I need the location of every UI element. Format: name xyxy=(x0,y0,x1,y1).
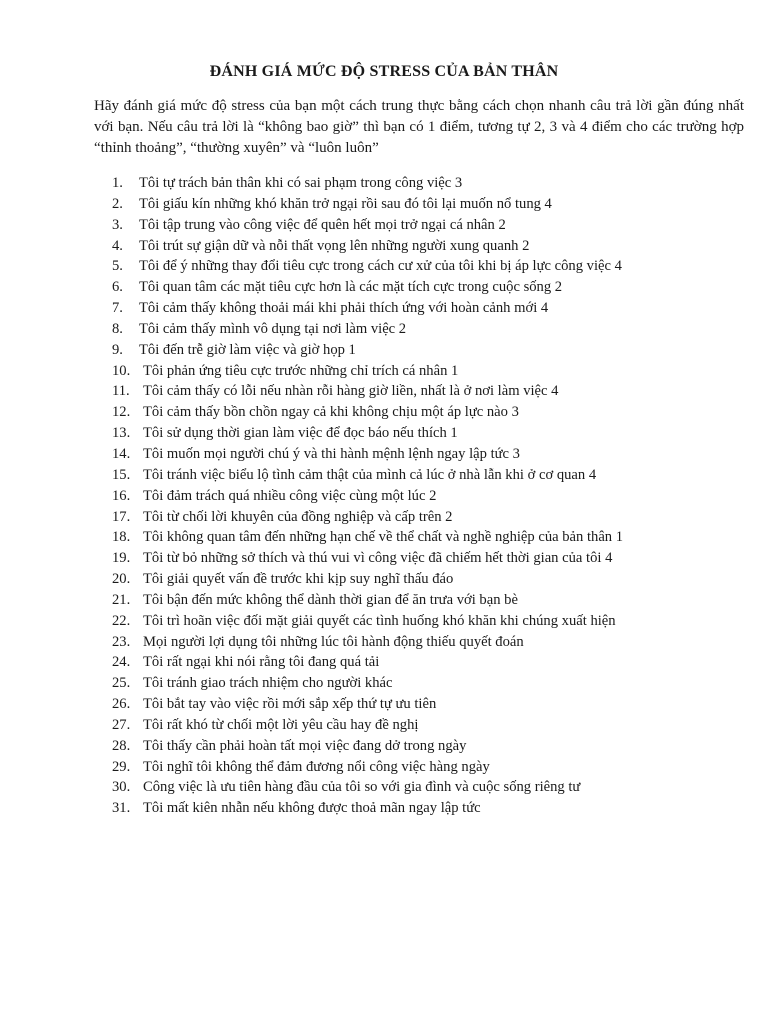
list-item-text: Tôi mất kiên nhẫn nếu không được thoả mãn ngay lập tức xyxy=(143,800,481,817)
list-item-text: Tôi để ý những thay đổi tiêu cực trong cách cư xử của tôi khi bị áp lực công việc 4 xyxy=(139,258,622,275)
list-item-text: Tôi trút sự giận dữ và nỗi thất vọng lên những người xung quanh 2 xyxy=(139,237,530,254)
list-item-number: 5. xyxy=(112,258,123,275)
list-item xyxy=(0,340,768,361)
list-item-number: 8. xyxy=(112,320,123,337)
list-item-number: 9. xyxy=(112,341,123,358)
list-item xyxy=(0,548,768,569)
list-item-number: 21. xyxy=(112,591,131,608)
list-item-number: 27. xyxy=(112,716,131,733)
document-title: ĐÁNH GIÁ MỨC ĐỘ STRESS CỦA BẢN THÂN xyxy=(209,63,559,80)
list-item-text: Tôi từ chối lời khuyên của đồng nghiệp và cấp trên 2 xyxy=(143,508,453,525)
list-item-text: Tôi quan tâm các mặt tiêu cực hơn là các mặt tích cực trong cuộc sống 2 xyxy=(139,279,563,296)
list-item-text: Tôi phản ứng tiêu cực trước những chỉ trích cá nhân 1 xyxy=(143,362,459,379)
list-item xyxy=(0,757,768,778)
list-item-number: 22. xyxy=(112,612,131,629)
list-item xyxy=(0,381,768,402)
list-item-number: 24. xyxy=(112,654,131,671)
statement-list xyxy=(0,173,768,819)
list-item-number: 10. xyxy=(112,362,131,379)
list-item-text: Tôi nghĩ tôi không thể đảm đương nổi công việc hàng ngày xyxy=(143,758,490,775)
list-item xyxy=(0,569,768,590)
list-item-text: Mọi người lợi dụng tôi những lúc tôi hành động thiếu quyết đoán xyxy=(143,633,524,650)
list-item xyxy=(0,361,768,382)
list-item-number: 19. xyxy=(112,550,131,567)
list-item xyxy=(0,465,768,486)
list-item-text: Tôi rất khó từ chối một lời yêu cầu hay đề nghị xyxy=(143,716,419,733)
list-item-number: 30. xyxy=(112,779,131,796)
list-item-text: Tôi không quan tâm đến những hạn chế về thể chất và nghề nghiệp của bản thân 1 xyxy=(143,529,624,546)
list-item-text: Tôi muốn mọi người chú ý và thi hành mệnh lệnh ngay lập tức 3 xyxy=(143,445,520,462)
list-item-text: Công việc là ưu tiên hàng đầu của tôi so với gia đình và cuộc sống riêng tư xyxy=(143,779,581,796)
list-item-number: 26. xyxy=(112,696,131,713)
list-item xyxy=(0,423,768,444)
list-item xyxy=(0,507,768,528)
list-item-number: 29. xyxy=(112,758,131,775)
list-item xyxy=(0,402,768,423)
list-item-number: 4. xyxy=(112,237,123,254)
list-item-text: Tôi tránh việc biểu lộ tình cảm thật của mình cả lúc ở nhà lẫn khi ở cơ quan 4 xyxy=(143,466,597,483)
list-item xyxy=(0,194,768,215)
list-item-number: 25. xyxy=(112,675,131,692)
list-item xyxy=(0,715,768,736)
list-item xyxy=(0,173,768,194)
list-item-number: 3. xyxy=(112,216,123,233)
list-item-text: Tôi đến trễ giờ làm việc và giờ họp 1 xyxy=(139,341,356,358)
list-item-number: 12. xyxy=(112,404,131,421)
list-item-number: 16. xyxy=(112,487,131,504)
list-item-number: 31. xyxy=(112,800,131,817)
list-item-number: 2. xyxy=(112,195,123,212)
list-item xyxy=(0,298,768,319)
list-item-text: Tôi bắt tay vào việc rồi mới sắp xếp thứ tự ưu tiên xyxy=(143,696,437,713)
list-item-text: Tôi từ bỏ những sở thích và thú vui vì công việc đã chiếm hết thời gian của tôi 4 xyxy=(143,550,613,567)
list-item-text: Tôi tự trách bản thân khi có sai phạm trong công việc 3 xyxy=(139,175,463,191)
list-item-text: Tôi thấy cần phải hoàn tất mọi việc đang dở trong ngày xyxy=(143,737,467,754)
list-item-number: 17. xyxy=(112,508,131,525)
list-item-number: 14. xyxy=(112,445,131,462)
list-item xyxy=(0,319,768,340)
list-item xyxy=(0,444,768,465)
list-item-number: 11. xyxy=(112,383,130,400)
list-item xyxy=(0,798,768,819)
list-item-number: 20. xyxy=(112,571,131,588)
list-item-text: Tôi tránh giao trách nhiệm cho người khác xyxy=(143,675,393,692)
list-item-text: Tôi tập trung vào công việc để quên hết mọi trở ngại cá nhân 2 xyxy=(139,216,506,233)
list-item-text: Tôi cảm thấy có lỗi nếu nhàn rỗi hàng giờ liền, nhất là ở nơi làm việc 4 xyxy=(143,383,559,400)
list-item-number: 15. xyxy=(112,466,131,483)
list-item-text: Tôi giải quyết vấn đề trước khi kịp suy nghĩ thấu đáo xyxy=(143,571,454,588)
list-item-text: Tôi giấu kín những khó khăn trở ngại rồi sau đó tôi lại muốn nổ tung 4 xyxy=(139,195,552,212)
list-item-number: 28. xyxy=(112,737,131,754)
list-item-number: 6. xyxy=(112,279,123,296)
list-item xyxy=(0,215,768,236)
list-item xyxy=(0,236,768,257)
list-item xyxy=(0,777,768,798)
list-item xyxy=(0,736,768,757)
list-item-text: Tôi bận đến mức không thể dành thời gian để ăn trưa với bạn bè xyxy=(143,591,518,608)
list-item-number: 1. xyxy=(112,175,123,191)
list-item-number: 23. xyxy=(112,633,131,650)
list-item xyxy=(0,673,768,694)
intro-paragraph: Hãy đánh giá mức độ stress của bạn một cách trung thực bằng cách chọn nhanh câu trả lời gần đúng nhất với bạn. Nếu câu trả lời là “không bao giờ” thì bạn có 1 điểm, tương tự 2, 3 và 4 điểm cho các trường hợp “thỉnh thoảng”, “thường xuyên” và “luôn luôn” xyxy=(94,98,744,156)
list-item xyxy=(0,632,768,653)
list-item xyxy=(0,256,768,277)
list-item-text: Tôi trì hoãn việc đối mặt giải quyết các tình huống khó khăn khi chúng xuất hiện xyxy=(143,612,616,629)
list-item xyxy=(0,590,768,611)
list-item-text: Tôi đảm trách quá nhiều công việc cùng một lúc 2 xyxy=(143,487,437,504)
list-item xyxy=(0,486,768,507)
list-item-number: 18. xyxy=(112,529,131,546)
list-item-text: Tôi sử dụng thời gian làm việc để đọc báo nếu thích 1 xyxy=(143,425,458,442)
list-item xyxy=(0,277,768,298)
list-item xyxy=(0,527,768,548)
list-item-number: 7. xyxy=(112,300,123,317)
list-item xyxy=(0,652,768,673)
list-item-number: 13. xyxy=(112,425,131,442)
list-item xyxy=(0,694,768,715)
list-item xyxy=(0,611,768,632)
list-item-text: Tôi cảm thấy mình vô dụng tại nơi làm việc 2 xyxy=(139,320,407,337)
list-item-text: Tôi cảm thấy bồn chồn ngay cả khi không chịu một áp lực nào 3 xyxy=(143,404,519,421)
list-item-text: Tôi rất ngại khi nói rằng tôi đang quá tải xyxy=(143,654,380,671)
list-item-text: Tôi cảm thấy không thoải mái khi phải thích ứng với hoàn cảnh mới 4 xyxy=(139,300,549,317)
